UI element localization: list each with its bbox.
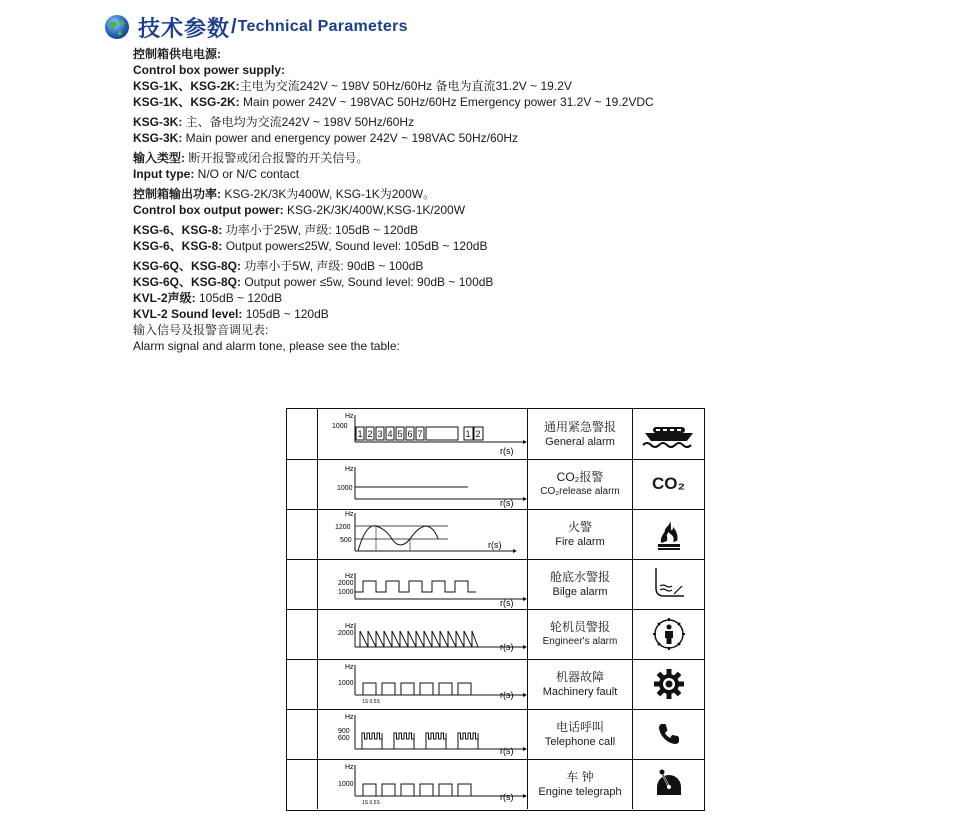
phone-icon [656, 721, 682, 747]
alarm-name-en: CO₂release alarm [540, 485, 620, 497]
table-row [287, 409, 704, 460]
burst [458, 733, 478, 749]
label-cell [528, 709, 633, 759]
symbol-cell [633, 709, 704, 759]
waveform-fire-alarm [318, 509, 527, 559]
row-marker-cell [287, 559, 318, 609]
table-row [287, 659, 704, 710]
hz-label: Hz [345, 623, 354, 630]
hz-label: Hz [345, 466, 354, 473]
row-marker-cell [287, 709, 318, 759]
label-cell [528, 509, 633, 559]
gear-icon [653, 668, 685, 700]
alarm-name-cn: 通用紧急警报 [543, 419, 616, 434]
param-line: KSG-1K、KSG-2K:主电为交流242V ~ 198V 50Hz/60Hz 备电为直流31.2V ~ 19.2V [133, 79, 572, 93]
axis-label: r(s) [488, 540, 502, 550]
title-separator: / [231, 15, 237, 38]
pulse-number: 4 [387, 429, 393, 439]
freq-label: 2000 [338, 630, 354, 637]
param-line: KVL-2 Sound level: 105dB ~ 120dB [133, 307, 329, 321]
label-cell [528, 559, 633, 609]
alarm-name-en: Machinery fault [542, 685, 618, 698]
fire-icon [655, 517, 683, 551]
axis-label: r(s) [500, 746, 514, 756]
axis-label: r(s) [500, 446, 514, 456]
hz-label: Hz [345, 573, 354, 580]
burst [394, 733, 414, 749]
table-row [287, 609, 704, 660]
timing-label: 1S 0.5S [362, 800, 380, 806]
alarm-name-cn: CO₂报警 [556, 469, 604, 484]
pulse-number: 2 [475, 429, 481, 439]
waveform-cell [318, 609, 528, 659]
freq-label: 900 [338, 728, 350, 735]
waveform-engineer-alarm [318, 609, 527, 659]
axis-label: r(s) [500, 498, 514, 508]
label-cell [528, 659, 633, 709]
page-header [104, 12, 408, 42]
alarm-name-cn: 机器故障 [555, 669, 604, 684]
alarm-table [286, 408, 705, 811]
pulse-number: 5 [397, 429, 403, 439]
param-line: Alarm signal and alarm tone, please see the table: [133, 339, 400, 353]
symbol-cell [633, 559, 704, 609]
pulse-number: 3 [377, 429, 383, 439]
symbol-cell [633, 409, 704, 459]
param-line: Input type: N/O or N/C contact [133, 167, 300, 181]
table-row [287, 509, 704, 560]
param-line: 控制箱输出功率: KSG-2K/3K为400W, KSG-1K为200W。 [133, 187, 436, 201]
waveform-cell [318, 509, 528, 559]
symbol-cell [633, 459, 704, 509]
hz-label: Hz [345, 764, 354, 771]
row-marker-cell [287, 409, 318, 459]
param-line: KVL-2声级: 105dB ~ 120dB [133, 291, 283, 305]
axis-label: r(s) [500, 690, 514, 700]
pulse-number: 6 [407, 429, 413, 439]
hz-label: Hz [345, 714, 354, 721]
row-marker-cell [287, 459, 318, 509]
burst [426, 733, 446, 749]
waveform-cell [318, 409, 528, 459]
waveform-machinery-fault [318, 659, 527, 709]
table-row [287, 559, 704, 610]
param-line: Control box power supply: [133, 63, 285, 77]
alarm-name-en: Telephone call [544, 735, 616, 748]
label-cell [528, 409, 633, 459]
alarm-name-en: General alarm [545, 435, 615, 448]
freq-label: 1200 [335, 524, 351, 531]
waveform-general-alarm [318, 409, 527, 459]
alarm-name-cn: 电话呼叫 [555, 719, 604, 734]
axis-label: r(s) [500, 598, 514, 608]
pulse-number: 1 [465, 429, 471, 439]
param-line: KSG-6Q、KSG-8Q: Output power ≤5w, Sound level: 90dB ~ 100dB [133, 275, 494, 289]
alarm-name-en: Engineer's alarm [542, 635, 618, 647]
alarm-name-cn: 轮机员警报 [549, 619, 610, 634]
symbol-cell [633, 759, 704, 809]
co2-icon: CO₂ [651, 474, 686, 493]
burst [362, 733, 382, 749]
pulse-number: 2 [367, 429, 373, 439]
waveform-cell [318, 659, 528, 709]
symbol-cell [633, 509, 704, 559]
param-line: KSG-6Q、KSG-8Q: 功率小于5W, 声级: 90dB ~ 100dB [133, 259, 424, 273]
freq-label: 600 [338, 735, 350, 742]
alarm-name-cn: 舱底水警报 [549, 569, 610, 584]
freq-label: 1000 [338, 680, 354, 687]
table-row [287, 459, 704, 510]
param-line: KSG-1K、KSG-2K: Main power 242V ~ 198VAC 50Hz/60Hz Emergency power 31.2V ~ 19.2VDC [133, 95, 654, 109]
param-line: KSG-6、KSG-8: Output power≤25W, Sound level: 105dB ~ 120dB [133, 239, 488, 253]
param-line: 输入类型: 断开报警或闭合报警的开关信号。 [133, 151, 369, 165]
parameters-text [133, 46, 833, 354]
param-line: Control box output power: KSG-2K/3K/400W,KSG-1K/200W [133, 203, 466, 217]
table-row [287, 709, 704, 760]
hz-label: Hz [345, 664, 354, 671]
waveform-cell [318, 709, 528, 759]
row-marker-cell [287, 759, 318, 809]
param-line: 输入信号及报警音调见表: [133, 323, 269, 337]
title-en: Technical Parameters [237, 18, 408, 35]
freq-label: 500 [340, 537, 352, 544]
engineer-icon [652, 617, 686, 651]
pulse-number: 7 [417, 429, 423, 439]
waveform-cell [318, 759, 528, 809]
waveform-cell [318, 559, 528, 609]
hz-label: Hz [345, 511, 354, 518]
globe-icon [104, 14, 130, 40]
freq-label: 1000 [332, 423, 348, 430]
waveform-bilge-alarm [318, 559, 527, 609]
row-marker-cell [287, 509, 318, 559]
symbol-cell [633, 659, 704, 709]
label-cell [528, 459, 633, 509]
axis-label: r(s) [500, 642, 514, 652]
axis-label: r(s) [500, 792, 514, 802]
title-cn: 技术参数 [138, 15, 231, 41]
param-line: KSG-3K: 主、备电均为交流242V ~ 198V 50Hz/60Hz [133, 115, 415, 129]
freq-label: 1000 [337, 485, 353, 492]
label-cell [528, 759, 633, 809]
param-line: 控制箱供电电源: [133, 47, 221, 61]
waveform-telephone-call [318, 709, 527, 759]
row-marker-cell [287, 659, 318, 709]
telegraph-icon [654, 769, 684, 799]
param-line: KSG-3K: Main power and energency power 242V ~ 198VAC 50Hz/60Hz [133, 131, 518, 145]
freq-label: 1000 [338, 781, 354, 788]
symbol-cell [633, 609, 704, 659]
freq-label: 2000 [338, 580, 354, 587]
alarm-name-en: Bilge alarm [552, 585, 608, 598]
alarm-name-cn: 火警 [567, 519, 592, 534]
alarm-name-cn: 车 钟 [566, 769, 594, 784]
alarm-name-en: Fire alarm [555, 535, 605, 548]
freq-label: 1000 [338, 589, 354, 596]
waveform-engine-telegraph [318, 759, 527, 809]
alarm-name-en: Engine telegraph [538, 785, 622, 798]
timing-label: 1S 0.5S [362, 699, 380, 705]
pulse-number: 1 [357, 429, 363, 439]
label-cell [528, 609, 633, 659]
table-row [287, 759, 704, 809]
lifeboat-icon [641, 419, 697, 449]
param-line: KSG-6、KSG-8: 功率小于25W, 声级: 105dB ~ 120dB [133, 223, 419, 237]
bilge-icon [652, 566, 686, 602]
hz-label: Hz [345, 413, 354, 420]
waveform-co2-alarm [318, 459, 527, 509]
waveform-cell [318, 459, 528, 509]
row-marker-cell [287, 609, 318, 659]
pulse-box [426, 427, 458, 440]
